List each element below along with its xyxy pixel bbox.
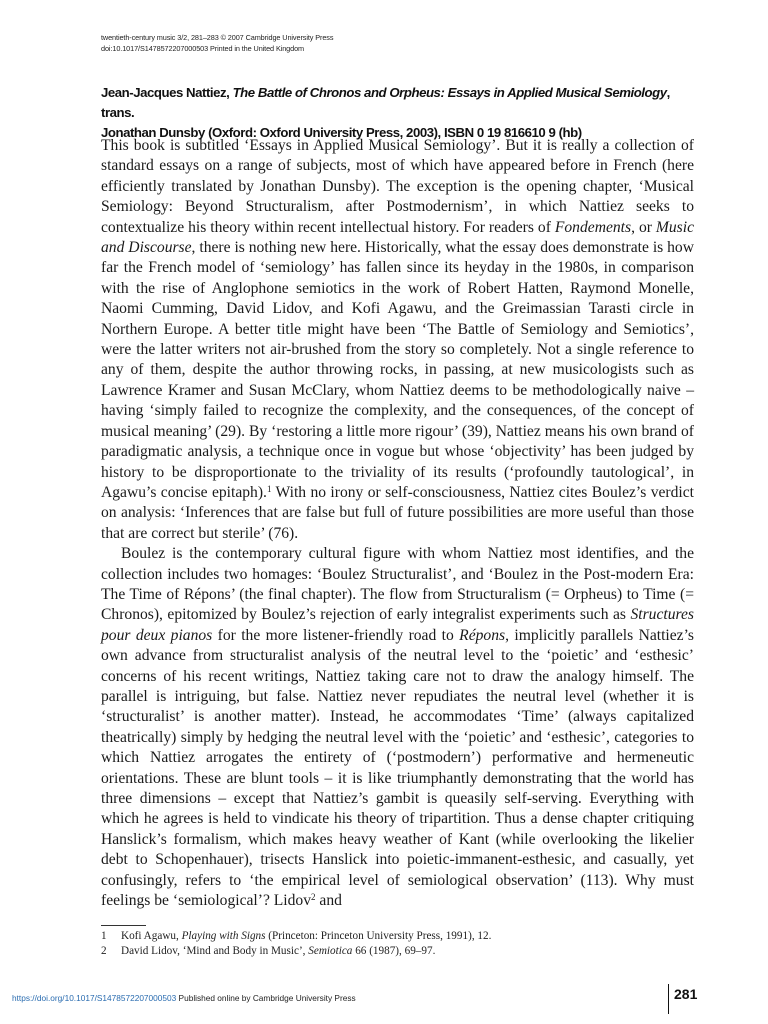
review-citation [101, 83, 701, 143]
p1-italic-music-discourse: Music and Discourse [101, 218, 694, 257]
p2-italic-structures: Structures pour deux pianos [101, 606, 694, 644]
p2-italic-repons: Répons [459, 626, 506, 644]
page-number: 281 [674, 986, 698, 1002]
footnote-text: David Lidov, ‘Mind and Body in Music’, Semiotica 66 (1987), 69–97. [121, 945, 436, 957]
journal-header [101, 33, 333, 54]
footer-doi [12, 993, 356, 1003]
citation-trans: , trans. [101, 85, 670, 120]
footnote-number: 1 [101, 930, 107, 942]
p2-text-b: for the more listener-friendly road to [212, 626, 460, 644]
journal-line: twentieth-century music 3/2, 281–283 © 2007 Cambridge University Press [101, 33, 334, 42]
p1-text-d: With no irony or self-consciousness, Nattiez cites Boulez’s verdict on analysis: ‘Inferences that are false but full of future possibilities are more useful than those that are correct but sterile’ (76). [101, 483, 694, 542]
footnote-divider [101, 925, 146, 926]
footnote-2 [101, 944, 694, 959]
page-number-rule [668, 984, 669, 1014]
doi-line: doi:10.1017/S1478572207000503 Printed in the United Kingdom [101, 43, 305, 53]
p1-text-a: This book is subtitled ‘Essays in Applied Musical Semiology’. But it is really a collection of standard essays on a range of subjects, most of which have appeared before in French (here efficiently translated by Jonathan Dunsby). The exception is the opening chapter, ‘Musical Semiology: Beyond Structuralism, after Postmodernism’, in which Nattiez seeks to contextualize his theory within recent intellectual history. For readers of [101, 137, 694, 236]
p1-italic-fondements: Fondements [554, 218, 632, 236]
footnote-text: Kofi Agawu, Playing with Signs (Princeton: Princeton University Press, 1991), 12. [121, 930, 492, 942]
footnote-number: 2 [101, 945, 107, 957]
citation-publication: Jonathan Dunsby (Oxford: Oxford University Press, 2003), ISBN 0 19 816610 9 (hb) [101, 125, 582, 140]
paragraph-2 [101, 544, 694, 911]
p2-text-a: Boulez is the contemporary cultural figure with whom Nattiez most identifies, and the collection includes two homages: ‘Boulez Structuralist’, and ‘Boulez in the Post-modern Era: The Time of Répons’ (the final chapter). The flow from Structuralism (= Orpheus) to Time (= Chronos), epitomized by Boulez’s rejection of early integralist experiments such as [101, 545, 694, 624]
p1-text-b: , or [631, 218, 656, 236]
p2-text-c: , implicitly parallels Nattiez’s own advance from structuralist analysis of the neutral level to the ‘poietic’ and ‘esthesic’ concerns of his recent writings, Nattiez taking care not to draw the analogy himself. The parallel is intriguing, but false. Nattiez never repudiates the neutral level (whether it is ‘structuralist’ is another matter). Instead, he accommodates ‘Time’ (always capitalized theatrically) simply by hedging the neutral level with the ‘poietic’ and ‘esthesic’, categories to which Nattiez arrogates the entirety of (‘postmodern’) performative and hermeneutic orientations. These are blunt tools – it is like triumphantly demonstrating that the world has three dimensions – except that Nattiez’s gambit is queasily self-serving. Everything with which he agrees is held to vindicate his theory of tripartition. Thus a dense chapter critiquing Hanslick’s formalism, which makes heavy weather of Kant (while overlooking the likelier debt to Schopenhauer), trisects Hanslick into poietic-immanent-esthesic, and casually, yet confusingly, refers to ‘the empirical level of semiological observation’ (113). Why must feelings be ‘semiological’? Lidov [101, 626, 694, 910]
published-online-text: Published online by Cambridge University Press [176, 993, 356, 1003]
doi-link[interactable]: https://doi.org/10.1017/S1478572207000503 [12, 993, 177, 1003]
footnote-ref-1[interactable]: 1 [266, 483, 272, 494]
review-body [101, 136, 694, 911]
footnotes [101, 929, 694, 959]
citation-author: Jean-Jacques Nattiez, [101, 85, 233, 100]
p2-text-d: and [315, 892, 342, 910]
footnote-1 [101, 929, 694, 944]
footnote-ref-2[interactable]: 2 [311, 892, 316, 903]
paragraph-1 [101, 136, 694, 544]
p1-text-c: , there is nothing new here. Historically, what the essay does demonstrate is how far the French model of ‘semiology’ has fallen since its heyday in the 1980s, in comparison with the rise of Anglophone semiotics in the work of Robert Hatten, Raymond Monelle, Naomi Cumming, David Lidov, and Kofi Agawu, and the Greimassian Tarasti circle in Northern Europe. A better title might have been ‘The Battle of Semiology and Semiotics’, were the latter writers not air-brushed from the story so completely. Not a single reference to any of them, despite the author throwing rocks, in passing, at new musicologists such as Lawrence Kramer and Susan McClary, whom Nattiez deems to be methodologically naive – having ‘simply failed to recognize the complexity, and the consequences, of the concept of musical meaning’ (29). By ‘restoring a little more rigour’ (39), Nattiez means his own brand of paradigmatic analysis, a technique once in vogue but whose ‘objectivity’ has been judged by history to be disproportionate to the triviality of its results (‘profoundly tautological’, in Agawu’s concise epitaph). [101, 239, 694, 501]
citation-title: The Battle of Chronos and Orpheus: Essays in Applied Musical Semiology [232, 85, 667, 100]
